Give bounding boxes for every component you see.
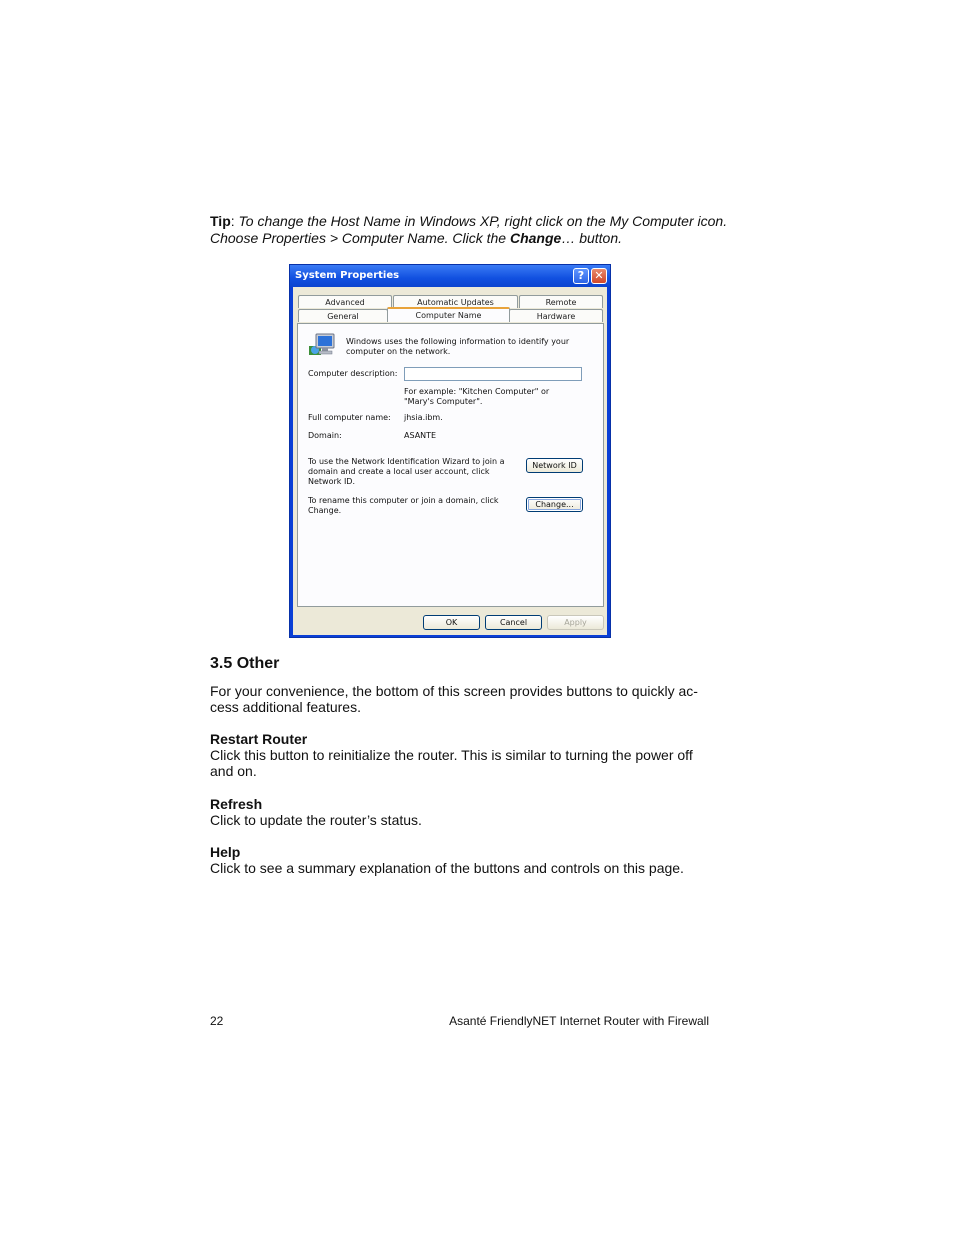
dialog-client (293, 287, 607, 635)
full-computer-name-label: Full computer name: (308, 413, 391, 422)
help-block (210, 844, 710, 876)
network-id-button[interactable]: Network ID (526, 458, 583, 473)
tip-text-end: … button. (561, 230, 623, 246)
computer-name-panel (297, 323, 604, 607)
domain-value: ASANTE (404, 431, 437, 440)
example-text: For example: "Kitchen Computer" or "Mary's Computer". (404, 387, 550, 406)
section-intro: For your convenience, the bottom of this screen provides buttons to quickly ac-cess additional features. (210, 683, 698, 715)
help-button[interactable]: ? (573, 268, 589, 284)
apply-button[interactable]: Apply (547, 615, 604, 630)
refresh-block (210, 796, 710, 828)
help-title: Help (210, 844, 241, 860)
refresh-title: Refresh (210, 796, 263, 812)
tip-paragraph: Tip: To change the Host Name in Windows XP, right click on the My Computer icon. Choose Properties > Computer Name. Click the Change… button. (210, 213, 728, 246)
intro-text: Windows uses the following information to identify your computer on the network. (346, 337, 570, 356)
refresh-text: Click to update the router’s status. (210, 812, 422, 828)
tab-hardware[interactable]: Hardware (509, 309, 603, 322)
tip-label: Tip (210, 213, 231, 229)
tab-advanced[interactable]: Advanced (298, 295, 392, 308)
tip-text: To change the Host Name in Windows XP, right click on the My Computer icon. Choose Properties > Computer Name. Click the (210, 213, 728, 246)
cancel-button[interactable]: Cancel (485, 615, 542, 630)
computer-description-label: Computer description: (308, 369, 398, 378)
domain-label: Domain: (308, 431, 342, 440)
footer-product: Asanté FriendlyNET Internet Router with Firewall (449, 1014, 709, 1028)
dialog-title: System Properties (295, 270, 400, 281)
computer-description-input[interactable] (404, 367, 582, 381)
tab-remote[interactable]: Remote (519, 295, 603, 308)
network-wizard-text: To use the Network Identification Wizard to join a domain and create a local user account, click Network ID. (308, 457, 505, 486)
tab-computer-name[interactable]: Computer Name (387, 307, 510, 322)
restart-router-block (210, 731, 710, 779)
tip-bold: Change (509, 230, 562, 246)
restart-router-text: Click this button to reinitialize the router. This is similar to turning the power off and on. (210, 747, 693, 779)
full-computer-name-value: jhsia.ibm. (404, 413, 443, 422)
tab-general[interactable]: General (298, 309, 388, 322)
ok-button[interactable]: OK (423, 615, 480, 630)
computer-network-icon (308, 332, 336, 358)
close-button[interactable]: ✕ (591, 268, 607, 284)
system-properties-dialog (289, 264, 611, 638)
page-number: 22 (210, 1014, 224, 1028)
change-button[interactable]: Change... (526, 497, 583, 512)
help-text: Click to see a summary explanation of the buttons and controls on this page. (210, 860, 684, 876)
restart-router-title: Restart Router (210, 731, 308, 747)
tab-automatic-updates[interactable]: Automatic Updates (393, 295, 518, 308)
rename-text: To rename this computer or join a domain, click Change. (308, 496, 499, 515)
dialog-titlebar (290, 265, 610, 287)
section-heading: 3.5 Other (210, 655, 280, 672)
